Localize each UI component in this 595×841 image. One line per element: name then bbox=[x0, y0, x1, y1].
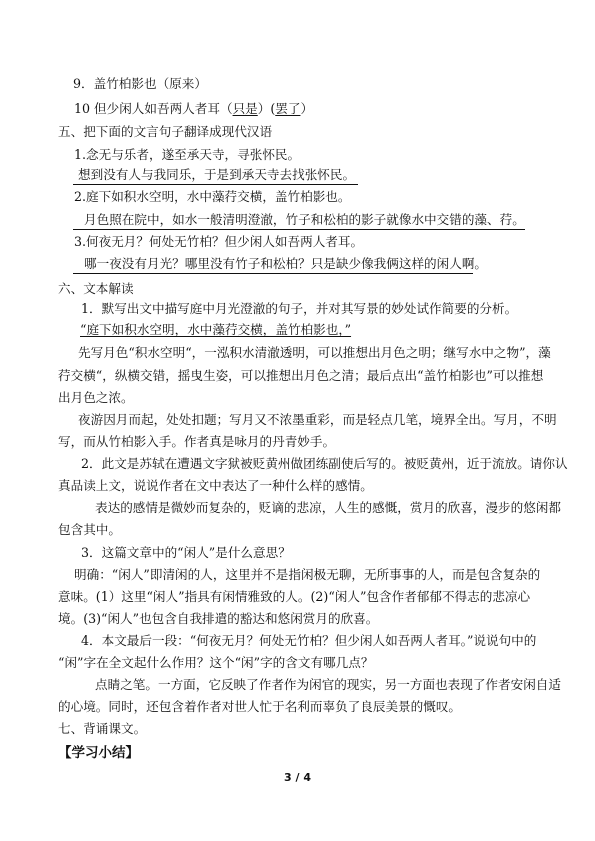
question-1: 1.念无与乐者，遂至承天寺，寻张怀民。 bbox=[74, 147, 301, 162]
question-2: 2.庭下如积水空明，水中藻荇交横，盖竹柏影也。 bbox=[74, 189, 351, 204]
item-9-close: ） bbox=[194, 76, 207, 91]
answer-1: 想到没有人与我同乐，于是到承天寺去找张怀民。 bbox=[78, 167, 356, 182]
answer-2-rule bbox=[73, 229, 525, 230]
answer-2: 月色照在院中，如水一般清明澄澈，竹子和松柏的影子就像水中交错的藻、荇。 bbox=[84, 212, 525, 227]
item-10-text: 10 但少闲人如吾两人者耳（ bbox=[74, 101, 233, 116]
prompt-4-line-2: “闲”字在全文起什么作用？这个“闲”字的含文有哪几点？ bbox=[58, 655, 374, 670]
item-10-answer-2: 罢了 bbox=[275, 101, 301, 116]
prompt-2-answer-line-1: 表达的感情是微妙而复杂的，贬谪的悲凉，人生的感慨，赏月的欣喜，漫步的悠闲都 bbox=[95, 500, 561, 515]
learning-summary-heading: 【学习小结】 bbox=[58, 745, 139, 761]
item-9-text: 9．盖竹柏影也（ bbox=[73, 76, 170, 91]
prompt-3-answer-line-3: 境。(3)“闲人”也包含自我排遣的豁达和悠闲赏月的欣喜。 bbox=[58, 611, 379, 626]
item-10 bbox=[74, 101, 313, 117]
prompt-1: 1．默写出文中描写庭中月光澄澈的句子，并对其写景的妙处试作简要的分析。 bbox=[81, 301, 518, 316]
section-7-heading: 七、背诵课文。 bbox=[58, 721, 147, 736]
answer-1-rule bbox=[73, 184, 358, 185]
prompt-3: 3．这篇文章中的“闲人”是什么意思？ bbox=[81, 545, 291, 560]
section-5-heading: 五、把下面的文言句子翻译成现代汉语 bbox=[58, 124, 273, 139]
prompt-1-answer: “庭下如积水空明，水中藻荇交横，盖竹柏影也，” bbox=[80, 322, 352, 337]
analysis-line-2: 荇交横“，纵横交错，摇曳生姿，可以推想出月色之清；最后点出“盖竹柏影也”可以推想 bbox=[58, 368, 544, 383]
prompt-2-line-1: 2．此文是苏轼在遭遇文字狱被贬黄州做团练副使后写的。被贬黄州，近于流放。请你认 bbox=[81, 456, 568, 471]
item-9 bbox=[73, 76, 207, 92]
prompt-4-answer-line-2: 的心境。同时，还包含着作者对世人忙于名利而辜负了良辰美景的慨叹。 bbox=[58, 699, 461, 714]
question-3: 3.何夜无月？何处无竹柏？但少闲人如吾两人者耳。 bbox=[74, 234, 364, 249]
prompt-4-line-1: 4．本文最后一段：“何夜无月？何处无竹柏？但少闲人如吾两人者耳。”说说句中的 bbox=[81, 633, 537, 648]
prompt-3-answer-line-1: 明确：“闲人”即清闲的人，这里并不是指闲极无聊，无所事事的人，而是包含复杂的 bbox=[74, 567, 541, 582]
prompt-3-answer-line-2: 意味。(1）这里“闲人”指具有闲情雅致的人。(2)“闲人”包含作者郁郁不得志的悲凉心 bbox=[58, 589, 531, 604]
item-10-mid: ）( bbox=[257, 101, 276, 116]
page-number: 3 / 4 bbox=[284, 771, 311, 784]
item-9-answer: 原来 bbox=[169, 76, 195, 91]
item-10-close: ） bbox=[300, 101, 314, 116]
analysis-line-5: 写，而从竹柏影入手。作者真是咏月的丹青妙手。 bbox=[58, 434, 336, 449]
prompt-2-answer-line-2: 包含其中。 bbox=[58, 522, 121, 537]
analysis-line-3: 出月色之浓。 bbox=[58, 390, 134, 405]
answer-3-rule bbox=[73, 273, 473, 274]
section-6-heading: 六、文本解读 bbox=[58, 281, 134, 296]
item-10-answer-1: 只是 bbox=[232, 101, 258, 116]
analysis-line-1: 先写月色“积水空明“，一泓积水清澈透明，可以推想出月色之明；继写水中之物”，藻 bbox=[78, 345, 551, 360]
prompt-2-line-2: 真品读上文，说说作者在文中表达了一种什么样的感情。 bbox=[58, 478, 373, 493]
prompt-4-answer-line-1: 点睛之笔。一方面，它反映了作者作为闲官的现实，另一方面也表现了作者安闲自适 bbox=[95, 677, 561, 692]
analysis-line-4: 夜游因月而起，处处扣题；写月又不浓墨重彩，而是轻点几笔，境界全出。写月，不明 bbox=[78, 412, 557, 427]
answer-3: 哪一夜没有月光？哪里没有竹子和松柏？只是缺少像我俩这样的闲人啊。 bbox=[84, 256, 487, 271]
